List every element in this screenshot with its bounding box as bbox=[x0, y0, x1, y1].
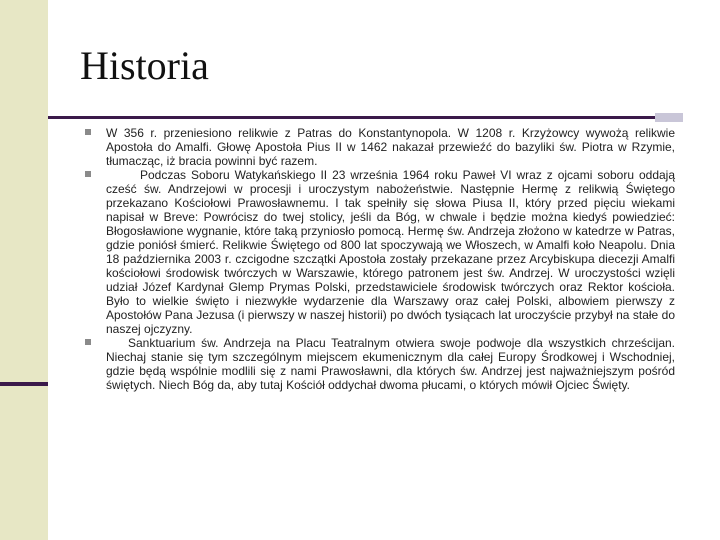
square-bullet-icon bbox=[85, 339, 91, 345]
bullet-paragraph bbox=[82, 126, 675, 168]
square-bullet-icon bbox=[85, 171, 91, 177]
left-decorative-bar bbox=[0, 0, 48, 540]
bullet-paragraph bbox=[82, 336, 675, 392]
slide-body bbox=[82, 126, 675, 392]
paragraph-text: Podczas Soboru Watykańskiego II 23 września 1964 roku Paweł VI wraz z ojcami soboru oddają cześć św. Andrzejowi w procesji i uroczystym nabożeństwie. Następnie Hermę z relikwią Świętego przekazano Kościołowi Prawosławnemu. I tak spełniły się słowa Piusa II, który przed pięciu wiekami napisał w Breve: Powrócisz do twej stolicy, jeśli da Bóg, w chwale i będzie można kiedyś powiedzieć: Błogosławione wygnanie, które taką przyniosło pomocą. Hermę św. Andrzeja złożono w katedrze w Patras, gdzie poniósł śmierć. Relikwie Świętego od 800 lat spoczywają we Włoszech, w Amalfi koło Neapolu. Dnia 18 października 2003 r. czcigodne szczątki Apostoła zostały przekazane przez Arcybiskupa diecezji Amalfi kościołowi środowisk twórczych w Warszawie, którego patronem jest św. Andrzej. W uroczystości wzięli udział Józef Kardynał Glemp Prymas Polski, przedstawiciele środowisk twórczych oraz Rektor kościoła. Było to wielkie święto i niezwykłe wydarzenie dla Warszawy oraz całej Polski, albowiem pierwszy z Apostołów Pana Jezusa (i pierwszy w naszej historii) po dwóch tysiącach lat uroczyście przybył na stałe do naszej ojczyzny. bbox=[106, 168, 675, 336]
paragraph-text: W 356 r. przeniesiono relikwie z Patras do Konstantynopola. W 1208 r. Krzyżowcy wywożą relikwie Apostoła do Amalfi. Głowę Apostoła Pius II w 1462 nakazał przewieźć do bazyliki św. Piotra w Rzymie, tłumacząc, iż bracia powinni być razem. bbox=[106, 126, 675, 168]
title-divider-accent bbox=[655, 113, 683, 122]
paragraph-text: Sanktuarium św. Andrzeja na Placu Teatralnym otwiera swoje podwoje dla wszystkich chrześcijan. Niechaj stanie się tym szczególnym miejscem ekumenicznym dla całej Europy Środkowej i Wschodniej, gdzie będą wspólnie modlili się z nami Prawosławni, dla których św. Andrzej jest najważniejszym pośród świętych. Niech Bóg da, aby tutaj Kościół oddychał dwoma płucami, o których mówił Ojciec Święty. bbox=[106, 336, 675, 392]
square-bullet-icon bbox=[85, 129, 91, 135]
slide-title: Historia bbox=[80, 43, 209, 88]
left-bar-accent-line bbox=[0, 382, 48, 386]
bullet-paragraph bbox=[82, 168, 675, 336]
title-divider-line bbox=[48, 116, 655, 119]
